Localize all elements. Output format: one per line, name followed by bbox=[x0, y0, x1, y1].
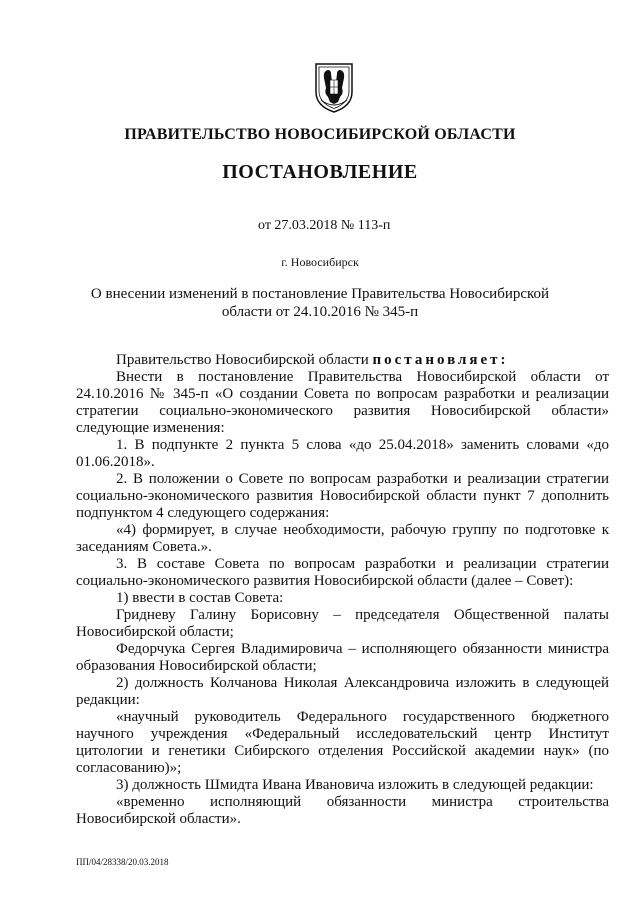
intro-paragraph bbox=[76, 352, 609, 369]
intro-prefix: Правительство Новосибирской области bbox=[116, 352, 373, 368]
novosibirsk-coat-of-arms-icon bbox=[312, 60, 356, 114]
organization-title: ПРАВИТЕЛЬСТВО НОВОСИБИРСКОЙ ОБЛАСТИ bbox=[124, 126, 516, 143]
body-paragraph: 2) должность Колчанова Николая Александровича изложить в следующей редакции: bbox=[76, 675, 609, 708]
document-type-title: ПОСТАНОВЛЕНИЕ bbox=[222, 161, 418, 183]
body-paragraph: 1) ввести в состав Совета: bbox=[116, 590, 284, 606]
body-paragraph: Внести в постановление Правительства Новосибирской области от 24.10.2016 № 345-п «О создании Совета по вопросам разработки и реализации стратегии социально-экономического развития Новосибирской области» следующие изменения: bbox=[76, 369, 609, 436]
body-paragraph: Гридневу Галину Борисовну – председателя Общественной палаты Новосибирской области; bbox=[76, 607, 609, 640]
document-subject: О внесении изменений в постановление Правительства Новосибирской области от 24.10.2016 № 345-п bbox=[90, 286, 550, 320]
body-paragraph: 1. В подпункте 2 пункта 5 слова «до 25.04.2018» заменить словами «до 01.06.2018». bbox=[76, 437, 609, 470]
footer-document-code: ПП/04/28338/20.03.2018 bbox=[76, 857, 169, 867]
body-paragraph: Федорчука Сергея Владимировича – исполняющего обязанности министра образования Новосибирской области; bbox=[76, 641, 609, 674]
document-body bbox=[76, 352, 609, 828]
body-paragraph: 2. В положении о Совете по вопросам разработки и реализации стратегии социально-экономического развития Новосибирской области пункт 7 дополнить подпунктом 4 следующего содержания: bbox=[76, 471, 609, 521]
body-paragraph: 3. В составе Совета по вопросам разработки и реализации стратегии социально-экономического развития Новосибирской области (далее – Совет): bbox=[76, 556, 609, 589]
body-paragraph: «4) формирует, в случае необходимости, рабочую группу по подготовке к заседаниям Совета.». bbox=[76, 522, 609, 555]
body-paragraph: 3) должность Шмидта Ивана Ивановича изложить в следующей редакции: bbox=[116, 777, 594, 793]
body-paragraph: «научный руководитель Федерального государственного бюджетного научного учреждения «Федеральный исследовательский центр Институт цитологии и генетики Сибирского отделения Российской академии наук» (по согласованию)»; bbox=[76, 709, 609, 776]
document-city: г. Новосибирск bbox=[281, 255, 359, 269]
body-paragraph: «временно исполняющий обязанности министра строительства Новосибирской области». bbox=[76, 794, 609, 827]
document-date-number: от 27.03.2018 № 113-п bbox=[258, 218, 391, 233]
decree-word: постановляет: bbox=[372, 352, 509, 368]
